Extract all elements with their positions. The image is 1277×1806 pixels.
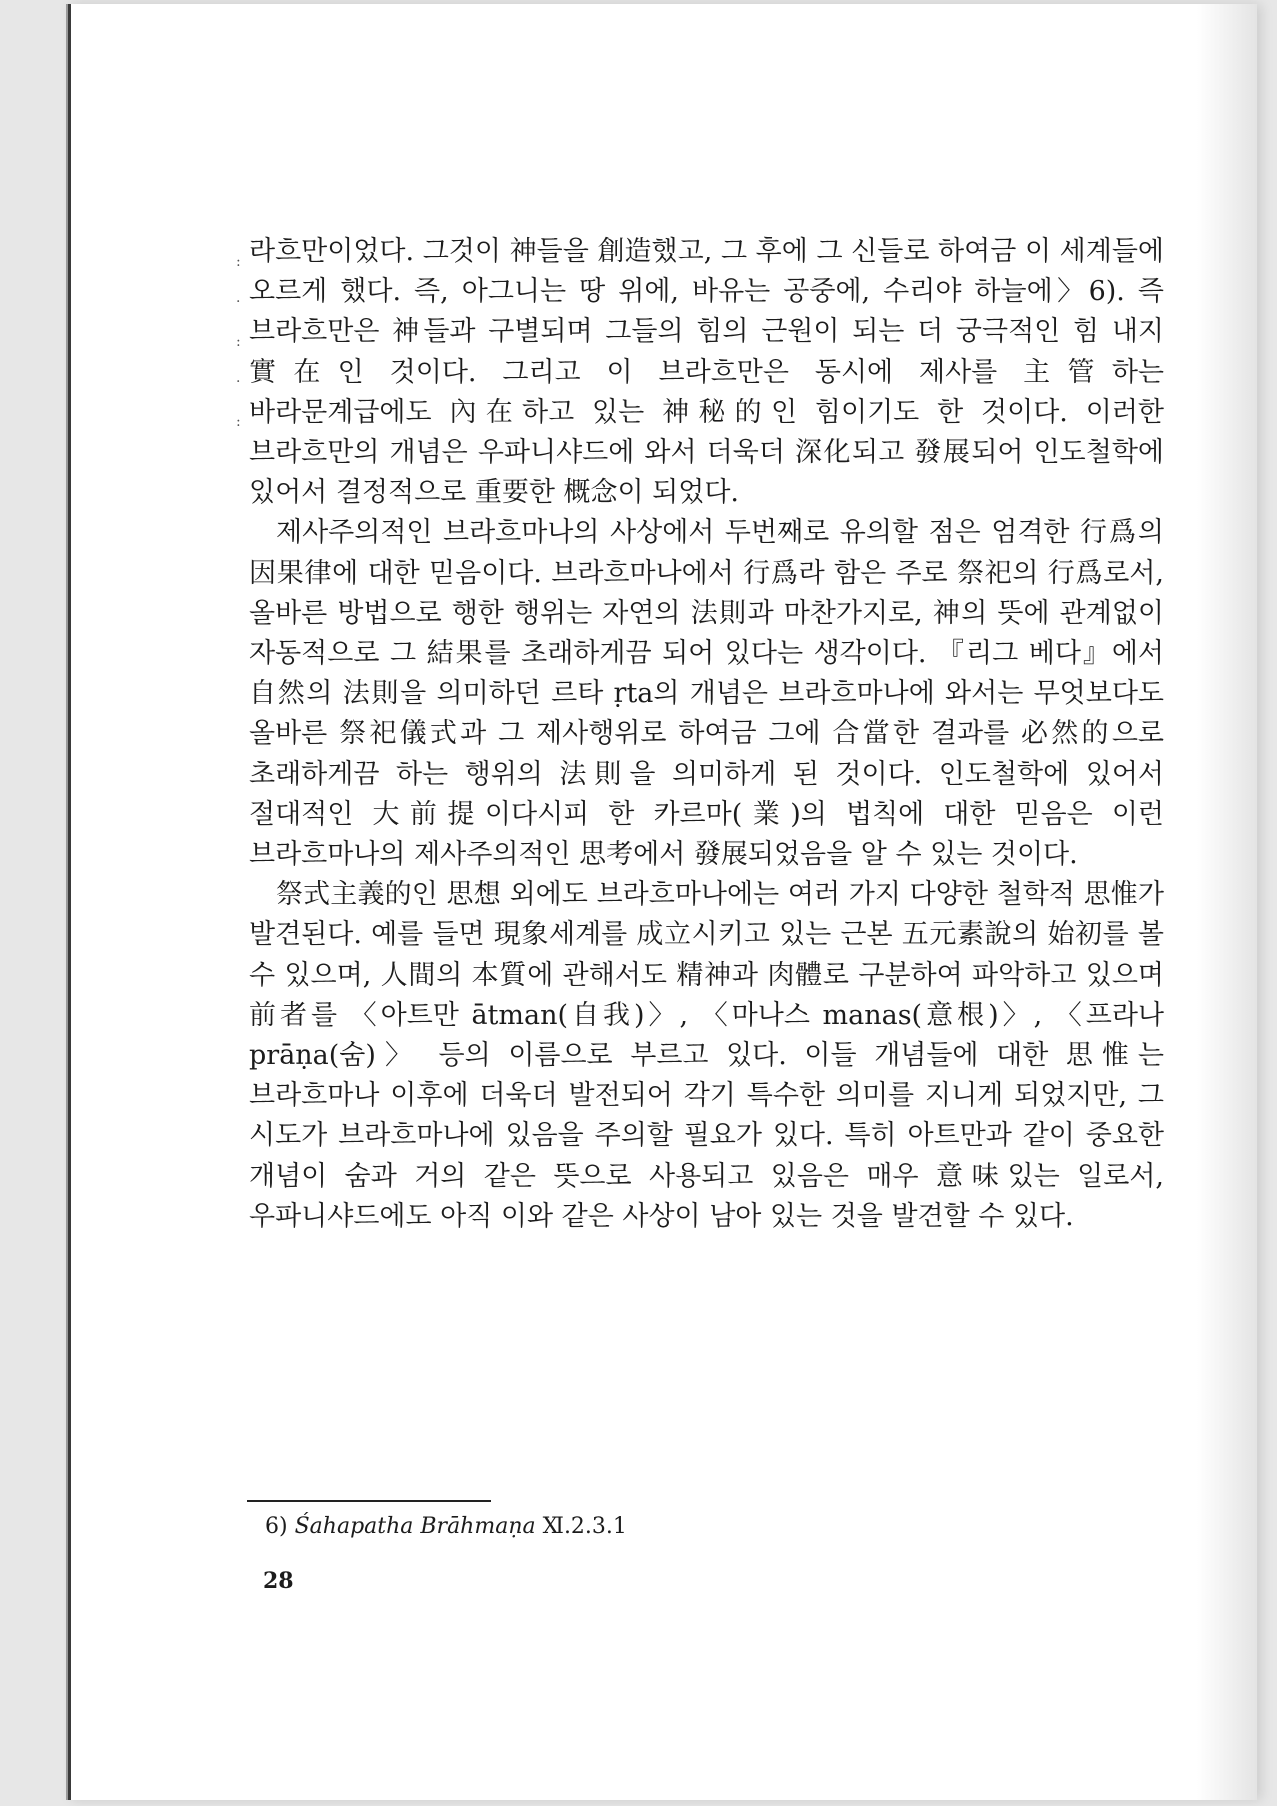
paragraph-2: 제사주의적인 브라흐마나의 사상에서 두번째로 유의할 점은 엄격한 行爲의 因果律에 대한 믿음이다. 브라흐마나에서 行爲라 함은 주로 祭祀의 行爲로서, 올바른 방법으로 행한 행위는 자연의 法則과 마찬가지로, 神의 뜻에 관계없이 자동적으로 그 結果를 초래하게끔 되어 있다는 생각이다. 『리그 베다』에서 自然의 法則을 의미하던 르타 ṛta의 개념은 브라흐마나에 와서는 무엇보다도 올바른 祭祀儀式과 그 제사행위로 하여금 그에 合當한 결과를 必然的으로 초래하게끔 하는 행위의 法則을 의미하게 된 것이다. 인도철학에 있어서 절대적인 大前提이다시피 한 카르마(業)의 법칙에 대한 믿음은 이런 브라흐마나의 제사주의적인 思考에서 發展되었음을 알 수 있는 것이다. [249, 517, 1164, 871]
footnote-rule [247, 1500, 491, 1502]
footnote-number: 6) [265, 1514, 288, 1539]
body-text [249, 232, 1164, 1237]
margin-marks: : · : · : [236, 254, 241, 430]
page-number: 28 [263, 1568, 294, 1594]
footnote [265, 1514, 627, 1539]
footnote-reference: Ⅺ.2.3.1 [542, 1514, 627, 1539]
book-page [68, 4, 1257, 1800]
paragraph-1: 라흐만이었다. 그것이 神들을 創造했고, 그 후에 그 신들로 하여금 이 세계들에 오르게 했다. 즉, 아그니는 땅 위에, 바유는 공중에, 수리야 하늘에〉6). 즉 브라흐만은 神들과 구별되며 그들의 힘의 근원이 되는 더 궁극적인 힘 내지 實在인 것이다. 그리고 이 브라흐만은 동시에 제사를 主管하는 바라문계급에도 內在하고 있는 神秘的인 힘이기도 한 것이다. 이러한 브라흐만의 개념은 우파니샤드에 와서 더욱더 深化되고 發展되어 인도철학에 있어서 결정적으로 重要한 概念이 되었다. [249, 236, 1164, 509]
paragraph-3: 祭式主義的인 思想 외에도 브라흐마나에는 여러 가지 다양한 철학적 思惟가 발견된다. 예를 들면 現象세계를 成立시키고 있는 근본 五元素說의 始初를 볼 수 있으며, 人間의 本質에 관해서도 精神과 肉體로 구분하여 파악하고 있으며 前者를 〈아트만 ātman(自我)〉, 〈마나스 manas(意根)〉, 〈프라나 prāṇa(숨)〉 등의 이름으로 부르고 있다. 이들 개념들에 대한 思惟는 브라흐마나 이후에 더욱더 발전되어 각기 특수한 의미를 지니게 되었지만, 그 시도가 브라흐마나에 있음을 주의할 필요가 있다. 특히 아트만과 같이 중요한 개념이 숨과 거의 같은 뜻으로 사용되고 있음은 매우 意味있는 일로서, 우파니샤드에도 아직 이와 같은 사상이 남아 있는 것을 발견할 수 있다. [249, 879, 1164, 1232]
footnote-title: Śahapatha Brāhmaṇa [294, 1514, 536, 1539]
